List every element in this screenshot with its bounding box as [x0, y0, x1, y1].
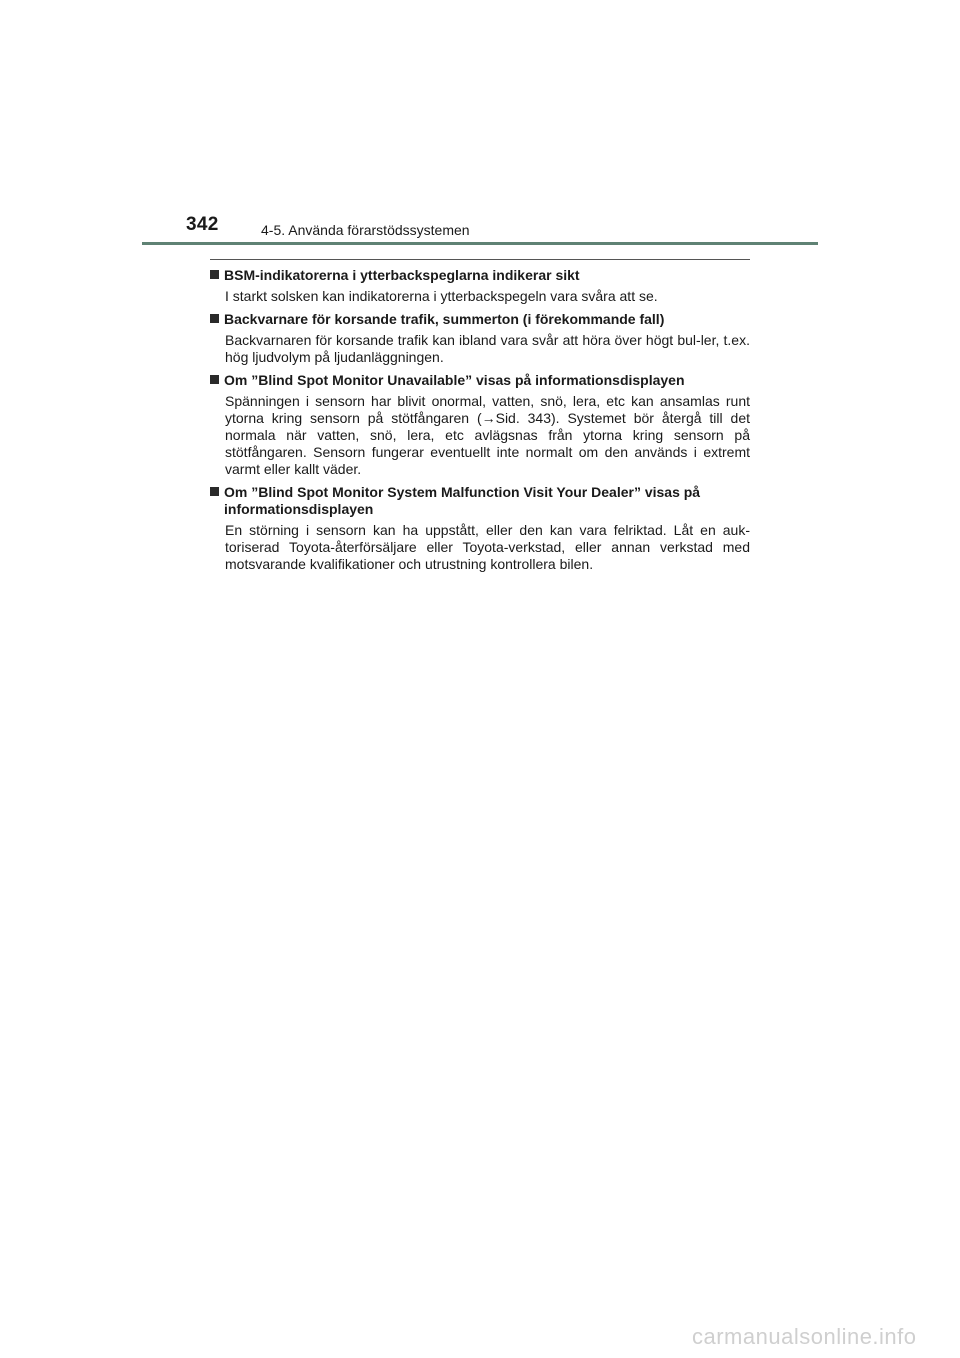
note-heading	[210, 311, 750, 328]
note-heading-text: BSM-indikatorerna i ytterbackspeglarna indikerar sikt	[224, 267, 580, 283]
note-body: Spänningen i sensorn har blivit onormal, vatten, snö, lera, etc kan ansamlas runt ytorna kring sensorn på stötfångaren (→Sid. 343). Systemet bör återgå till det normala när vatten, snö, lera, etc avlägsnas från ytorna kring sensorn på stötfångaren. Sensorn fungerar eventuellt inte normalt om den används i extremt varmt eller kallt väder.	[225, 393, 750, 477]
note-heading	[210, 484, 750, 518]
main-content	[210, 259, 750, 579]
page-header	[0, 0, 960, 250]
note-body: En störning i sensorn kan ha uppstått, eller den kan vara felriktad. Låt en auk-toriserad Toyota-återförsäljare eller Toyota-verkstad, eller annan verkstad med motsvarande kvalifikationer och utrustning kontrollera bilen.	[225, 522, 750, 572]
square-bullet-icon	[210, 487, 219, 496]
square-bullet-icon	[210, 270, 219, 279]
note-heading-text: Om ”Blind Spot Monitor Unavailable” visas på informationsdisplayen	[224, 372, 685, 388]
watermark-text: carmanualsonline.info	[692, 1324, 917, 1349]
content-divider	[210, 259, 750, 260]
header-divider	[142, 242, 818, 245]
note-body: Backvarnaren för korsande trafik kan ibland vara svår att höra över högt bul-ler, t.ex. hög ljudvolym på ljudanläggningen.	[225, 332, 750, 365]
note-item	[210, 311, 750, 366]
note-heading	[210, 372, 750, 389]
note-item	[210, 267, 750, 305]
square-bullet-icon	[210, 375, 219, 384]
note-heading-text: Backvarnare för korsande trafik, summerton (i förekommande fall)	[224, 311, 665, 327]
note-body: I starkt solsken kan indikatorerna i ytterbackspegeln vara svåra att se.	[225, 288, 658, 304]
note-heading-text: Om ”Blind Spot Monitor System Malfunction Visit Your Dealer” visas på informationsdisplayen	[224, 484, 701, 517]
page-number: 342	[186, 214, 219, 235]
note-item	[210, 484, 750, 573]
square-bullet-icon	[210, 314, 219, 323]
section-title: 4-5. Använda förarstödssystemen	[261, 222, 470, 238]
note-heading	[210, 267, 750, 284]
note-item	[210, 372, 750, 478]
